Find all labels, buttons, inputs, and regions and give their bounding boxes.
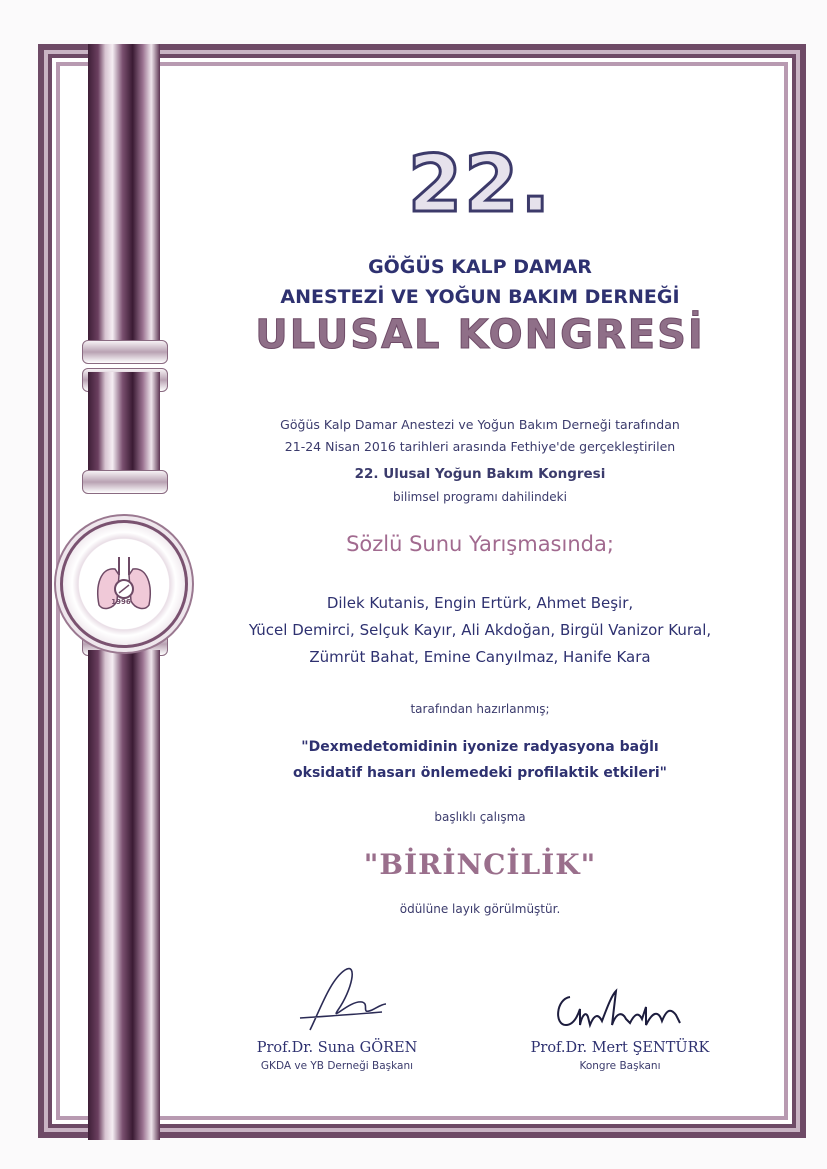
- body-text-line4: bilimsel programı dahilindeki: [393, 490, 567, 504]
- signature-goren-image: [290, 960, 390, 1040]
- congress-title: ULUSAL KONGRESİ: [255, 312, 705, 358]
- signatory-name: Prof.Dr. Mert ŞENTÜRK: [530, 1040, 710, 1056]
- award-statement: ödülüne layık görülmüştür.: [399, 902, 561, 916]
- signatory-role: GKDA ve YB Derneği Başkanı: [260, 1060, 414, 1072]
- titled-work-text: başlıklı çalışma: [434, 810, 526, 824]
- ribbon-bottom: [88, 650, 160, 1140]
- organization-name-line1: GÖĞÜS KALP DAMAR: [368, 256, 592, 278]
- lungs-heart-icon: [63, 523, 185, 645]
- author-names-line1: Dilek Kutanis, Engin Ertürk, Ahmet Beşir,: [326, 594, 634, 612]
- seal-year: 1996: [111, 598, 131, 606]
- congress-number: 22.: [407, 140, 553, 230]
- author-names-line3: Zümrüt Bahat, Emine Canyılmaz, Hanife Kara: [309, 648, 651, 666]
- organization-name-line2: ANESTEZİ VE YOĞUN BAKIM DERNEĞİ: [280, 286, 680, 308]
- study-title-line1: "Dexmedetomidinin iyonize radyasyona bağlı: [301, 739, 659, 755]
- ribbon-buckle: [82, 470, 168, 494]
- prepared-by-text: tarafından hazırlanmış;: [410, 702, 550, 716]
- body-text-line2: 21-24 Nisan 2016 tarihleri arasında Fethiye'de gerçekleştirilen: [284, 439, 676, 454]
- signature-block-president: [222, 1040, 452, 1072]
- body-text-line1: Göğüs Kalp Damar Anestezi ve Yoğun Bakım Derneği tarafından: [280, 417, 680, 432]
- ribbon-middle: [88, 372, 160, 472]
- competition-title: Sözlü Sunu Yarışmasında;: [346, 532, 614, 556]
- signatory-role: Kongre Başkanı: [579, 1060, 661, 1072]
- ribbon-top: [88, 44, 160, 344]
- signatory-name: Prof.Dr. Suna GÖREN: [256, 1040, 418, 1056]
- association-seal: [60, 520, 188, 648]
- congress-name: 22. Ulusal Yoğun Bakım Kongresi: [354, 466, 606, 482]
- signature-senturk-image: [550, 985, 700, 1040]
- study-title: [200, 734, 760, 786]
- author-names-line2: Yücel Demirci, Selçuk Kayır, Ali Akdoğan, Birgül Vanizor Kural,: [248, 621, 712, 639]
- ribbon-buckle: [82, 340, 168, 364]
- award-title: "BİRİNCİLİK": [363, 848, 597, 881]
- author-names: [200, 590, 760, 671]
- signature-block-congress-chair: [505, 1040, 735, 1072]
- study-title-line2: oksidatif hasarı önlemedeki profilaktik etkileri": [293, 765, 667, 781]
